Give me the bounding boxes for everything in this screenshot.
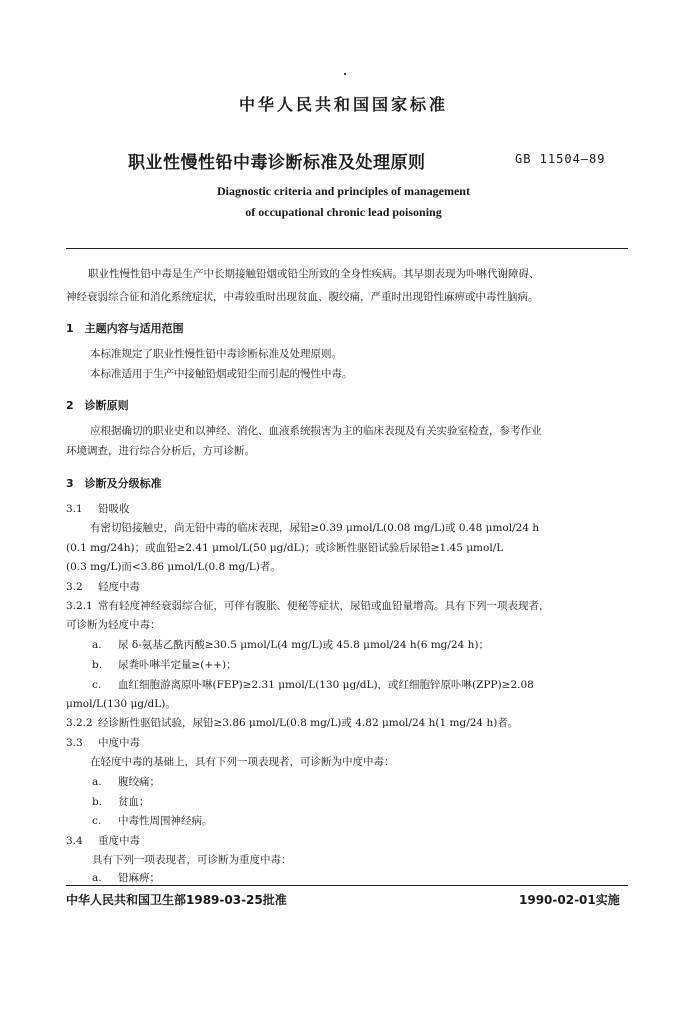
- item-b-marker: b.: [92, 659, 103, 671]
- clause-3-4-line-1: 具有下列一项表现者，可诊断为重度中毒：: [92, 854, 292, 866]
- intro-line-1: 职业性慢性铅中毒是生产中长期接触铅烟或铅尘所致的全身性疾病。其早期表现为卟啉代谢障碍、: [88, 268, 540, 280]
- approval-date: 中华人民共和国卫生部1989-03-25批准: [66, 893, 287, 907]
- clause-3-3-item-a: 腹绞痛；: [118, 776, 160, 788]
- clause-3-1-line-3: (0.3 mg/L)而<3.86 μmol/L(0.8 mg/L)者。: [66, 561, 281, 573]
- standard-org-title: 中华人民共和国国家标准: [238, 95, 448, 114]
- clause-3-2-1-line-1: 常有轻度神经衰弱综合征，可伴有腹胀、便秘等症状，尿铅或血铅量增高。具有下列一项表现者，: [98, 600, 550, 612]
- clause-3-1-number: 3.1: [66, 503, 83, 515]
- document-title: 职业性慢性铅中毒诊断标准及处理原则: [128, 153, 426, 173]
- clause-3-4-title: 重度中毒: [98, 835, 140, 847]
- clause-3-4-number: 3.4: [66, 835, 83, 847]
- clause-3-3-number: 3.3: [66, 737, 83, 749]
- footer-divider: [66, 885, 628, 886]
- item-a-marker: a.: [92, 872, 102, 884]
- clause-3-2-title: 轻度中毒: [98, 581, 140, 593]
- standard-code: GB 11504—89: [515, 152, 606, 166]
- clause-3-2-1-item-c-line-2: μmol/L(130 μg/dL)。: [66, 698, 176, 710]
- clause-3-2-1-item-c-line-1: 血红细胞游离原卟啉(FEP)≥2.31 μmol/L(130 μg/dL)，或红细胞锌原卟啉(ZPP)≥2.08: [118, 679, 534, 691]
- item-a-marker: a.: [92, 639, 102, 651]
- section-2-line-2: 环境调查，进行综合分析后，方可诊断。: [66, 445, 255, 457]
- item-b-marker: b.: [92, 796, 103, 808]
- clause-3-3-title: 中度中毒: [98, 737, 140, 749]
- effective-date: 1990-02-01实施: [519, 893, 620, 907]
- item-a-marker: a.: [92, 776, 102, 788]
- clause-3-2-1-item-a: 尿 δ-氨基乙酰丙酸≥30.5 μmol/L(4 mg/L)或 45.8 μmol/24 h(6 mg/24 h)；: [118, 639, 489, 651]
- clause-3-1-line-1: 有密切铅接触史，尚无铅中毒的临床表现，尿铅≥0.39 μmol/L(0.08 mg/L)或 0.48 μmol/24 h: [90, 522, 540, 534]
- scan-speck: [344, 73, 346, 75]
- section-1-para-2: 本标准适用于生产中接触铅烟或铅尘而引起的慢性中毒。: [90, 368, 353, 380]
- english-title-line-2: of occupational chronic lead poisoning: [245, 205, 442, 219]
- section-1-para-1: 本标准规定了职业性慢性铅中毒诊断标准及处理原则。: [90, 348, 342, 360]
- clause-3-2-number: 3.2: [66, 581, 83, 593]
- english-title-line-1: Diagnostic criteria and principles of management: [217, 184, 470, 198]
- clause-3-1-line-2: (0.1 mg/24h)；或血铅≥2.41 μmol/L(50 μg/dL)；或诊断性驱铅试验后尿铅≥1.45 μmol/L: [66, 542, 504, 554]
- clause-3-2-1-number: 3.2.1: [66, 600, 93, 612]
- clause-3-2-2-number: 3.2.2: [66, 717, 93, 729]
- clause-3-3-item-c: 中毒性周围神经病。: [118, 815, 213, 827]
- intro-line-2: 神经衰弱综合征和消化系统症状，中毒较重时出现贫血、腹绞痛，严重时出现铅性麻痹或中毒性脑病。: [66, 291, 539, 303]
- clause-3-2-1-item-b: 尿粪卟啉半定量≥(++)；: [118, 659, 237, 671]
- clause-3-4-item-a: 铅麻痹；: [118, 872, 160, 884]
- item-c-marker: c.: [92, 679, 102, 691]
- clause-3-1-title: 铅吸收: [98, 503, 130, 515]
- section-3-heading: 3 诊断及分级标准: [66, 477, 162, 490]
- section-1-heading: 1 主题内容与适用范围: [66, 322, 184, 335]
- clause-3-3-line-1: 在轻度中毒的基础上，具有下列一项表现者，可诊断为中度中毒：: [90, 756, 395, 768]
- section-2-line-1: 应根据确切的职业史和以神经、消化、血液系统损害为主的临床表现及有关实验室检查，参考作业: [90, 425, 542, 437]
- item-c-marker: c.: [92, 815, 102, 827]
- clause-3-2-2-line-1: 经诊断性驱铅试验，尿铅≥3.86 μmol/L(0.8 mg/L)或 4.82 μmol/24 h(1 mg/24 h)者。: [98, 717, 519, 729]
- section-2-heading: 2 诊断原则: [66, 399, 129, 412]
- header-divider: [66, 248, 628, 249]
- clause-3-2-1-line-2: 可诊断为轻度中毒：: [66, 619, 161, 631]
- clause-3-3-item-b: 贫血；: [118, 796, 150, 808]
